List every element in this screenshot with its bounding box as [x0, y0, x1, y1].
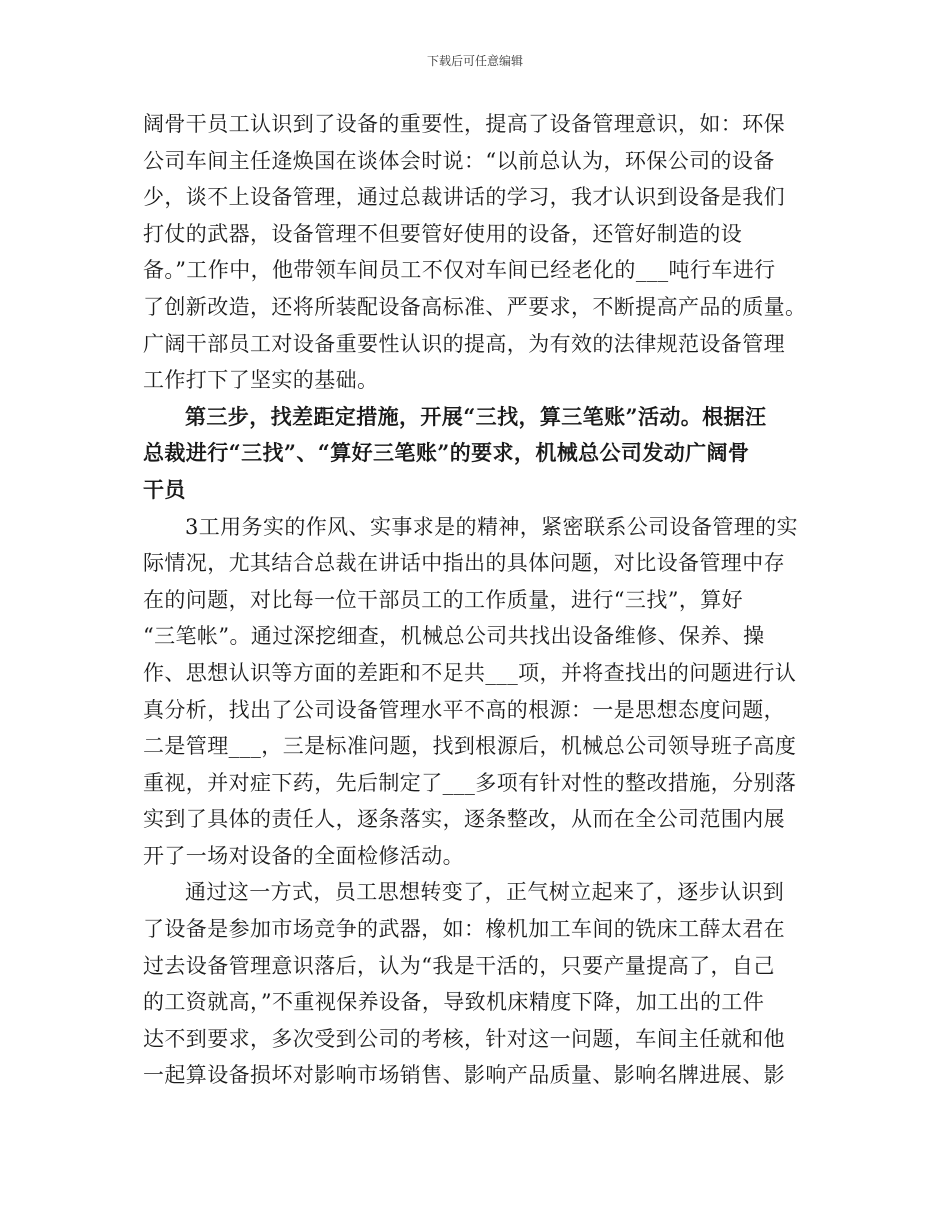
text-line: 广阔干部员工对设备重要性认识的提高，为有效的法律规范设备管理: [143, 331, 785, 356]
paragraph-2-bold: [143, 399, 810, 509]
text-line: 3工用务实的作风、实事求是的精神，紧密联系公司设备管理的实: [185, 514, 798, 539]
text-line: 备。”工作中，他带领车间员工不仅对车间已经老化的___吨行车进行: [143, 258, 776, 283]
text-line: 达不到要求，多次受到公司的考核，针对这一问题，车间主任就和他: [143, 1026, 785, 1051]
text-line: 了创新改造，还将所装配设备高标准、严要求，不断提高产品的质量。: [143, 294, 807, 319]
text-line: 开了一场对设备的全面检修活动。: [143, 843, 464, 868]
text-line: 了设备是参加市场竞争的武器，如：橡机加工车间的铣床工薛太君在: [143, 917, 785, 942]
text-line: 真分析，找出了公司设备管理水平不高的根源：一是思想态度问题，: [143, 697, 785, 722]
text-line: “三笔帐”。通过深挖细查，机械总公司共找出设备维修、保养、操: [143, 624, 765, 649]
text-line: 二是管理___，三是标准问题，找到根源后，机械总公司领导班子高度: [143, 734, 797, 759]
text-line: 干员: [143, 476, 186, 502]
text-line: 作、思想认识等方面的差距和不足共___项，并将查找出的问题进行认: [143, 660, 797, 685]
page-header: 下载后可任意编辑: [426, 54, 523, 68]
text-line: 打仗的武器，设备管理不但要管好使用的设备，还管好制造的设: [143, 221, 743, 246]
text-line: 第三步，找差距定措施，开展“三找，算三笔账”活动。根据汪: [185, 403, 767, 429]
text-line: 际情况，尤其结合总裁在讲话中指出的具体问题，对比设备管理中存: [143, 551, 785, 576]
text-line: 少，谈不上设备管理，通过总裁讲话的学习，我才认识到设备是我们: [143, 185, 785, 210]
text-line: 阔骨干员工认识到了设备的重要性，提高了设备管理意识，如：环保: [143, 112, 785, 136]
paragraph-4: [143, 874, 810, 1094]
text-line: 实到了具体的责任人，逐条落实，逐条整改，从而在全公司范围内展: [143, 807, 785, 832]
text-line: 公司车间主任逄焕国在谈体会时说：“以前总认为，环保公司的设备: [143, 148, 775, 173]
text-line: 过去设备管理意识落后，认为“我是干活的，只要产量提高了，自己: [143, 953, 775, 978]
text-line: 在的问题，对比每一位干部员工的工作质量，进行“三找”，算好: [143, 587, 744, 612]
text-line: 重视，并对症下药，先后制定了___多项有针对性的整改措施，分别落: [143, 770, 797, 795]
text-line: 总裁进行“三找”、“算好三笔账”的要求，机械总公司发动广阔骨: [143, 440, 750, 466]
text-line: 工作打下了坚实的基础。: [143, 368, 379, 393]
text-line: 通过这一方式，员工思想转变了，正气树立起来了，逐步认识到: [185, 880, 785, 905]
document-body: [143, 106, 810, 1094]
paragraph-3: [143, 509, 810, 875]
text-line: 的工资就高，”不重视保养设备，导致机床精度下降，加工出的工件: [143, 990, 765, 1015]
paragraph-1: [143, 106, 810, 399]
text-line: 一起算设备损坏对影响市场销售、影响产品质量、影响名牌进展、影: [143, 1063, 785, 1088]
